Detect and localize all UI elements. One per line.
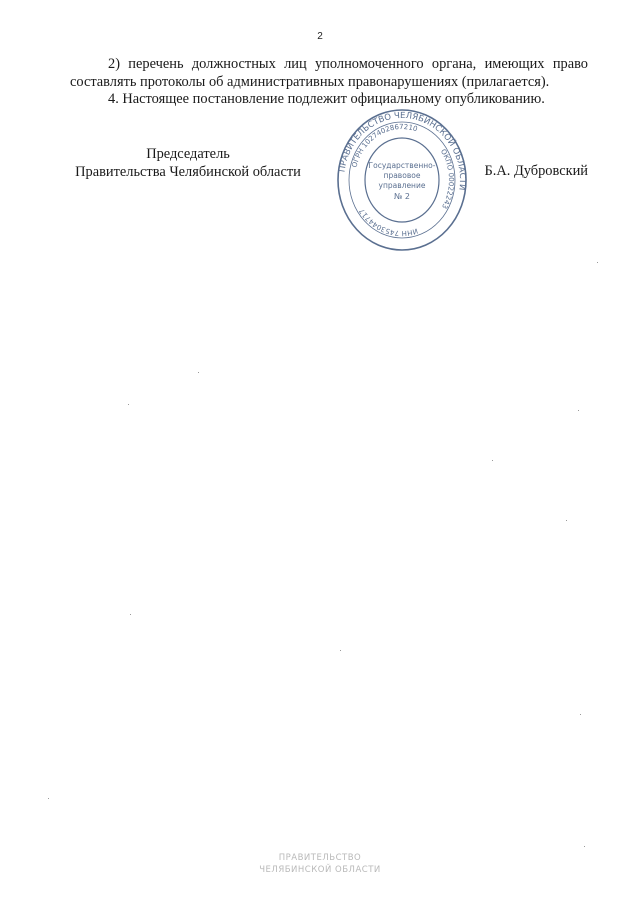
signatory-title-line2: Правительства Челябинской области (75, 163, 301, 180)
scan-speck (128, 404, 129, 405)
paragraph-officials-list: 2) перечень должностных лиц уполномоченного органа, имеющих право составлять протоколы об административных правонарушениях (прилагается). (70, 56, 588, 90)
scan-speck (597, 262, 598, 263)
seal-center-line3: управление (378, 181, 426, 190)
scan-speck (584, 846, 585, 847)
scan-speck (198, 372, 199, 373)
signatory-name: Б.А. Дубровский (484, 163, 588, 179)
footer-watermark-line1: ПРАВИТЕЛЬСТВО (278, 853, 362, 863)
scan-speck (566, 520, 567, 521)
seal-center-line4: № 2 (394, 192, 410, 201)
signatory-title-line1: Председатель (146, 146, 230, 162)
seal-outer-text: ПРАВИТЕЛЬСТВО ЧЕЛЯБИНСКОЙ ОБЛАСТИ (337, 110, 468, 191)
page-number: 2 (317, 31, 323, 42)
document-body (70, 56, 588, 109)
footer-watermark-line2: ЧЕЛЯБИНСКОЙ ОБЛАСТИ (259, 865, 381, 875)
seal-inner-ring (365, 138, 439, 222)
scan-speck (130, 614, 131, 615)
official-seal (336, 108, 468, 256)
signatory-title (70, 146, 306, 181)
seal-ogrn-text: ОГРН 1027402867210 (350, 122, 419, 169)
seal-center-line1: Государственно- (368, 161, 436, 170)
seal-okpo-text: ОКПО 00022243 (438, 147, 456, 211)
scan-speck (492, 460, 493, 461)
scan-speck (578, 410, 579, 411)
seal-center-line2: правовое (383, 171, 421, 180)
scan-speck (48, 798, 49, 799)
seal-inn-text: ИНН 7453044717 (357, 207, 419, 238)
scan-speck (580, 714, 581, 715)
footer-watermark (0, 852, 640, 876)
scan-speck (340, 650, 341, 651)
paragraph-publication: 4. Настоящее постановление подлежит официальному опубликованию. (108, 91, 545, 107)
